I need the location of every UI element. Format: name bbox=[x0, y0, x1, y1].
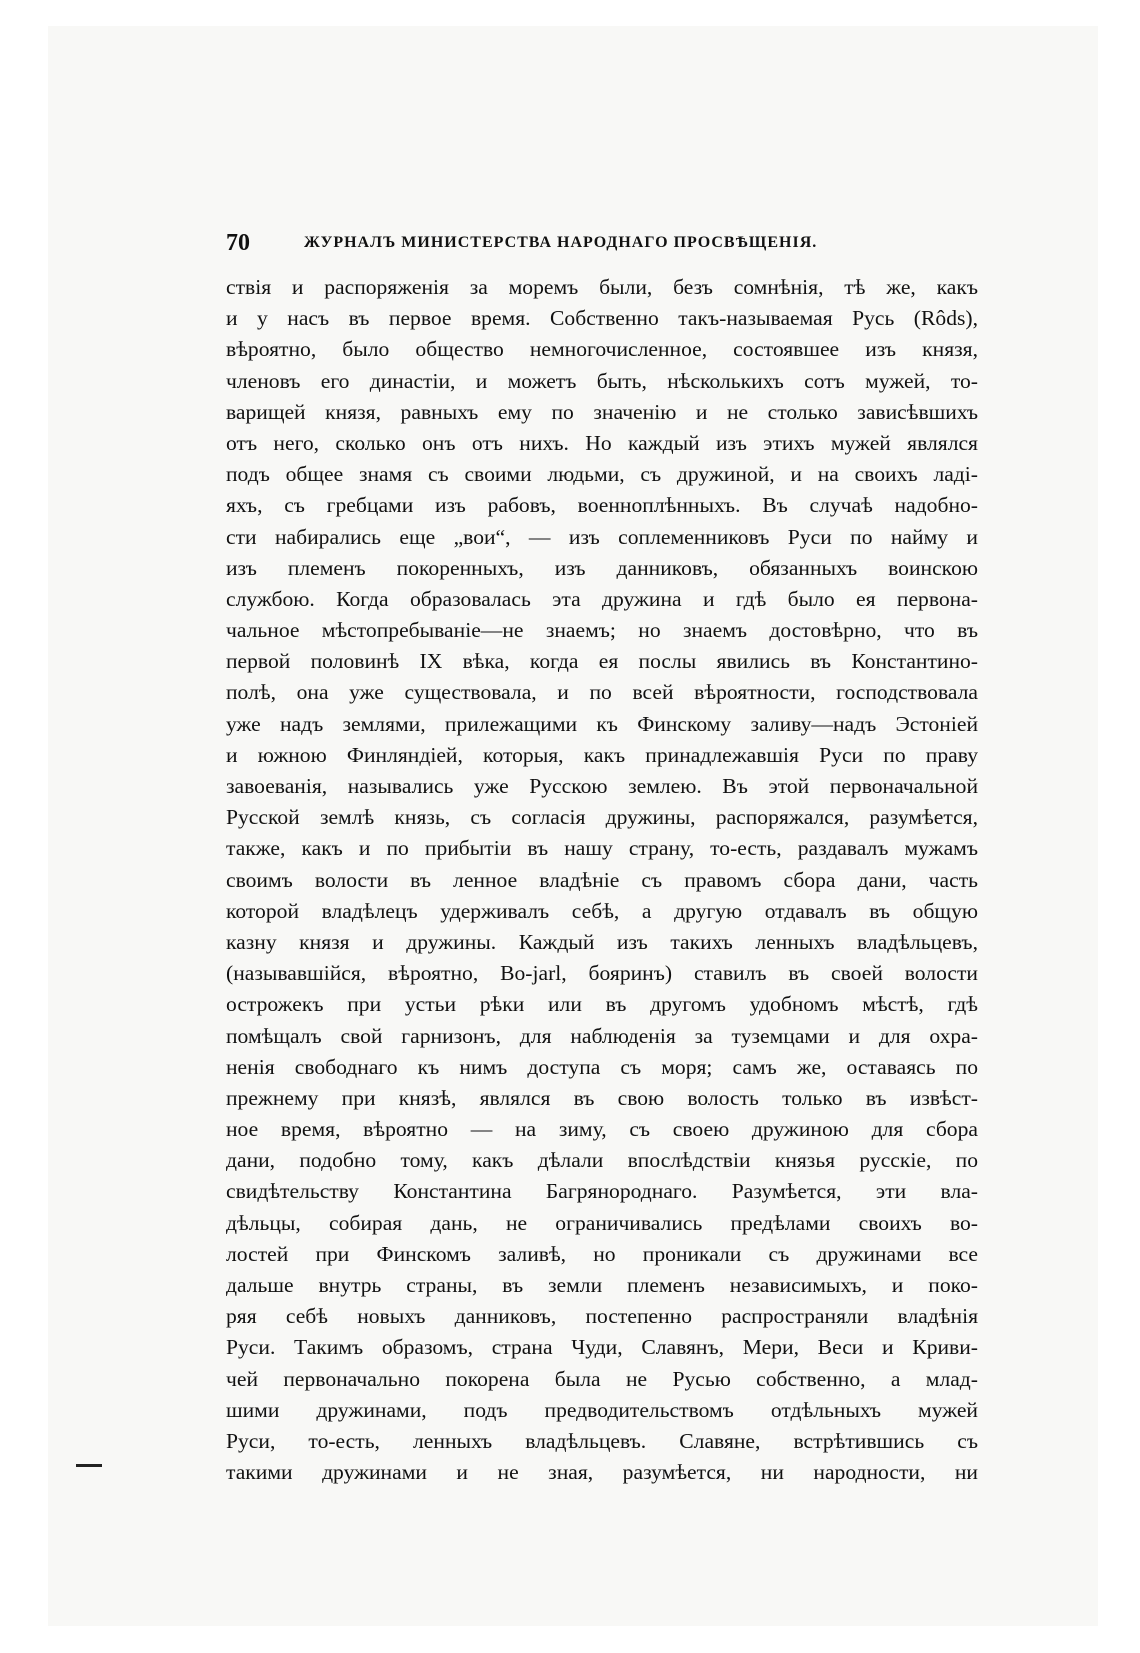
text-line: и у насъ въ первое время. Собственно такъ-называемая Русь (Rôds), bbox=[226, 306, 978, 331]
text-line: которой владѣлецъ удерживалъ себѣ, а другую отдавалъ въ общую bbox=[226, 898, 978, 923]
text-line: службою. Когда образовалась эта дружина и гдѣ было ея первона- bbox=[226, 586, 978, 611]
text-line: дальше внутрь страны, въ земли племенъ независимыхъ, и поко- bbox=[226, 1273, 978, 1297]
text-line: ряя себѣ новыхъ данниковъ, постепенно распространяли владѣнія bbox=[226, 1304, 978, 1329]
text-line: первой половинѣ IX вѣка, когда ея послы явились въ Константино- bbox=[226, 649, 978, 674]
text-line: острожекъ при устьи рѣки или въ другомъ удобномъ мѣстѣ, гдѣ bbox=[226, 992, 978, 1017]
text-line: уже надъ землями, прилежащими къ Финскому заливу—надъ Эстоніей bbox=[226, 711, 978, 736]
text-line: вѣроятно, было общество немногочисленное, состоявшее изъ князя, bbox=[226, 337, 978, 362]
text-line: дани, подобно тому, какъ дѣлали впослѣдствіи князья русскіе, по bbox=[226, 1148, 978, 1173]
text-line: свидѣтельству Константина Багрянороднаго. Разумѣется, эти вла- bbox=[226, 1179, 978, 1204]
page-number: 70 bbox=[226, 230, 250, 256]
text-line: подъ общее знамя съ своими людьми, съ дружиной, и на своихъ ладі- bbox=[226, 462, 978, 487]
text-line: своимъ волости въ ленное владѣніе съ правомъ сбора дани, часть bbox=[226, 867, 978, 892]
text-line: такими дружинами и не зная, разумѣется, ни народности, ни bbox=[226, 1460, 978, 1485]
margin-mark bbox=[76, 1464, 102, 1467]
text-line: казну князя и дружины. Каждый изъ такихъ ленныхъ владѣльцевъ, bbox=[226, 929, 978, 954]
text-line: шими дружинами, подъ предводительствомъ отдѣльныхъ мужей bbox=[226, 1397, 978, 1422]
text-line: завоеванія, назывались уже Русскою землею. Въ этой первоначальной bbox=[226, 774, 978, 798]
text-line: лостей при Финскомъ заливѣ, но проникали съ дружинами все bbox=[226, 1241, 978, 1266]
text-line: чальное мѣстопребываніе—не знаемъ; но знаемъ достовѣрно, что въ bbox=[226, 618, 978, 643]
text-line: ствія и распоряженія за моремъ были, безъ сомнѣнія, тѣ же, какъ bbox=[226, 275, 978, 299]
text-line: яхъ, съ гребцами изъ рабовъ, военноплѣнныхъ. Въ случаѣ надобно- bbox=[226, 493, 978, 518]
text-line: Руси, то-есть, ленныхъ владѣльцевъ. Славяне, встрѣтившись съ bbox=[226, 1428, 978, 1453]
running-title: ЖУРНАЛЪ МИНИСТЕРСТВА НАРОДНАГО ПРОСВѢЩЕНІЯ. bbox=[304, 234, 818, 251]
text-line: прежнему при князѣ, являлся въ свою волость только въ извѣст- bbox=[226, 1085, 978, 1110]
text-line: чей первоначально покорена была не Русью собственно, а млад- bbox=[226, 1366, 978, 1391]
text-line: и южною Финляндіей, которыя, какъ принадлежавшія Руси по праву bbox=[226, 742, 978, 767]
text-line: отъ него, сколько онъ отъ нихъ. Но каждый изъ этихъ мужей являлся bbox=[226, 430, 978, 455]
text-line: варищей князя, равныхъ ему по значенію и не столько зависѣвшихъ bbox=[226, 399, 978, 424]
text-line: дѣльцы, собирая дань, не ограничивались предѣлами своихъ во- bbox=[226, 1210, 978, 1235]
page-header bbox=[226, 226, 976, 260]
text-line: (называвшійся, вѣроятно, Bo-jarl, бояринъ) ставилъ въ своей волости bbox=[226, 961, 978, 986]
body-text bbox=[226, 272, 978, 1488]
text-line: членовъ его династіи, и можетъ быть, нѣсколькихъ сотъ мужей, то- bbox=[226, 368, 978, 393]
text-line: изъ племенъ покоренныхъ, изъ данниковъ, обязанныхъ воинскою bbox=[226, 555, 978, 580]
text-line: также, какъ и по прибытіи въ нашу страну, то-есть, раздавалъ мужамъ bbox=[226, 836, 978, 861]
text-line: сти набирались еще „вои“, — изъ соплеменниковъ Руси по найму и bbox=[226, 524, 978, 549]
text-line: Руси. Такимъ образомъ, страна Чуди, Славянъ, Мери, Веси и Криви- bbox=[226, 1335, 978, 1360]
text-line: ненія свободнаго къ нимъ доступа съ моря; самъ же, оставаясь по bbox=[226, 1054, 978, 1079]
text-line: ное время, вѣроятно — на зиму, съ своею дружиною для сбора bbox=[226, 1117, 978, 1142]
text-line: полѣ, она уже существовала, и по всей вѣроятности, господствовала bbox=[226, 680, 978, 705]
text-line: помѣщалъ свой гарнизонъ, для наблюденія за туземцами и для охра- bbox=[226, 1023, 978, 1048]
text-line: Русской землѣ князь, съ согласія дружины, распоряжался, разумѣется, bbox=[226, 805, 978, 830]
